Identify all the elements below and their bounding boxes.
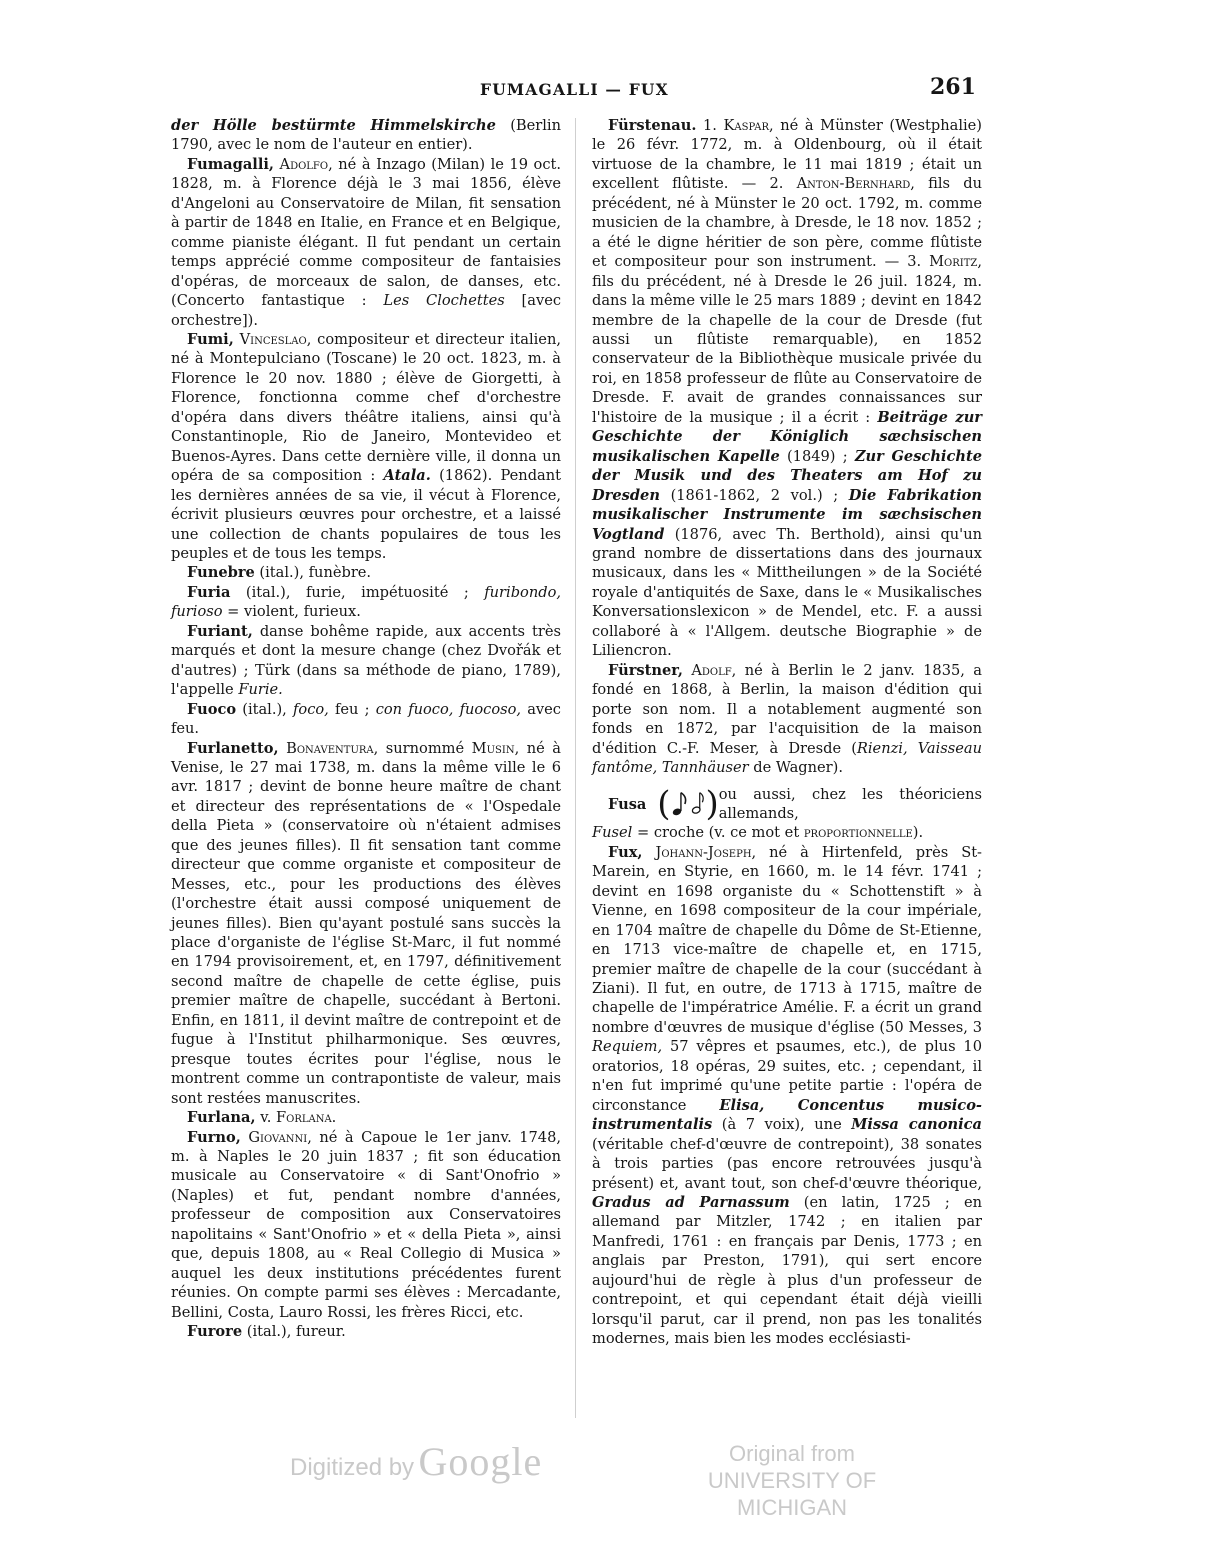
entry-furore: Furore (ital.), fureur. (187, 1323, 346, 1341)
running-title: FUMAGALLI — FUX (480, 80, 669, 99)
entry-furlanetto: Furlanetto, Bonaventura, surnommé Musin, né à Venise, le 27 mai 1738, m. dans la même ville le 6 avr. 1817 ; devint de bonne heure maître de chant et directeur des représentations de « l'Ospedale della Pieta » (conservatoire où n'étaient admises que des jeunes filles). Il fit sensation tant comme directeur que comme organiste et compositeur de Messes, etc., pour les productions des élèves (l'orchestre était aussi composé uniquement de jeunes filles). Bien qu'ayant postulé sans succès la place d'organiste de l'église St-Marc, il fut nommé en 1794 provisoirement, et, en 1797, définitivement second maître de chapelle de cette église, puis premier maître de chapelle, succédant à Bertoni. Enfin, en 1811, il devint maître de contrepoint et de fugue à l'Institut philharmonique. Ses œuvres, presque toutes écrites pour l'église, nous le montrent comme un contrapontiste de valeur, mais sont restées manuscrites. (171, 739, 561, 1107)
right-column (592, 116, 982, 1349)
entry-fusa-head: Fusa ( ) ou aussi, chez les théoriciens allemands, (608, 784, 982, 825)
close-paren: ) (705, 784, 719, 825)
entry-fumi: Fumi, Vinceslao, compositeur et directeur italien, né à Montepulciano (Toscane) le 20 oct. 1823, m. à Florence le 20 nov. 1880 ; élève de Giorgetti, à Florence, fonctionna comme chef d'orchestre d'opéra dans divers théâtre italiens, ainsi qu'à Constantinople, Rio de Janeiro, Montevideo et Buenos-Ayres. Dans cette dernière ville, il donna un opéra de sa composition : Atala. (1862). Pendant les dernières années de sa vie, il vécut à Florence, écrivit plusieurs œuvres pour orchestre, et a laissé une collection de chants populaires de tous les peuples et de tous les temps. (171, 330, 561, 562)
open-paren: ( (646, 784, 671, 825)
entry-fux: Fux, Johann-Joseph, né à Hirtenfeld, près St-Marein, en Styrie, en 1660, m. le 14 févr. 1741 ; devint en 1698 organiste du « Schottenstift » à Vienne, en 1698 compositeur de la cour impériale, en 1704 maître de chapelle du Dôme de St-Etienne, en 1713 vice-maître de chapelle et, en 1715, premier maître de chapelle de la cour (succédant à Ziani). Il fut, en outre, de 1713 à 1715, maître de chapelle de l'impératrice Amélie. F. a écrit un grand nombre d'œuvres de musique d'église (50 Messes, 3 Requiem, 57 vêpres et psaumes, etc.), de plus 10 oratorios, 18 opéras, 29 suites, etc. ; cependant, il n'en fut imprimé qu'une petite partie : l'opéra de circonstance Elisa, Concentus musico-instrumentalis (à 7 voix), une Missa canonica (véritable chef-d'œuvre de contrepoint), 38 sonates à trois parties (pas encore retrouvées jusqu'à présent) et, avant tout, son chef-d'œuvre théorique, Gradus ad Parnassum (en latin, 1725 ; en allemand par Mitzler, 1742 ; en italien par Manfredi, 1761 : en français par Denis, 1773 ; en anglais par Preston, 1791), qui sert encore aujourd'hui de règle à plus d'un professeur de contrepoint, et qui cependant était déjà vieilli lorsqu'il parut, car il prend, non pas les tonalités modernes, mais bien les modes ecclésiasti- (592, 843, 982, 1348)
eighth-note-icon (670, 787, 705, 821)
entry-fuoco: Fuoco (ital.), foco, feu ; con fuoco, fuocoso, avec feu. (171, 700, 561, 738)
original-source-watermark: Original from UNIVERSITY OF MICHIGAN (707, 1441, 877, 1520)
left-column (171, 116, 561, 1342)
entry-furstner: Fürstner, Adolf, né à Berlin le 2 janv. 1835, a fondé en 1868, à Berlin, la maison d'édition qui porte son nom. Il a notablement augmenté son fonds en 1872, par l'acquisition de la maison d'édition C.-F. Meser, à Dresde (Rienzi, Vaisseau fantôme, Tannhäuser de Wagner). (592, 661, 982, 776)
page-number: 261 (930, 74, 976, 100)
column-divider (575, 118, 576, 1418)
entry-furia: Furia (ital.), furie, impétuosité ; furibondo, furioso = violent, furieux. (171, 583, 561, 621)
entry-fumagalli: Fumagalli, Adolfo, né à Inzago (Milan) le 19 oct. 1828, m. à Florence déjà le 3 mai 1856, élève d'Angeloni au Conservatoire de Milan, fit sensation à partir de 1848 en Italie, en France et en Belgique, comme pianiste élégant. Il fut pendant un certain temps apprécié comme compositeur de fantaisies d'opéras, de morceaux de salon, de danses, etc. (Concerto fantastique : Les Clochettes [avec orchestre]). (171, 155, 562, 329)
entry-fusa: Fusel = croche (v. ce mot et proportionnelle). (592, 824, 924, 842)
entry-funebre: Funebre (ital.), funèbre. (187, 564, 372, 582)
running-header (0, 76, 1207, 106)
entry-continuation: der Hölle bestürmte Himmelskirche (Berlin 1790, avec le nom de l'auteur en entier). (171, 117, 561, 154)
entry-furlana: Furlana, v. Forlana. (187, 1109, 337, 1127)
entry-furiant: Furiant, danse bohême rapide, aux accents très marqués et dont la mesure change (chez Dvořák et d'autres) ; Türk (dans sa méthode de piano, 1789), l'appelle Furie. (171, 622, 561, 699)
entry-furno: Furno, Giovanni, né à Capoue le 1er janv. 1748, m. à Naples le 20 juin 1837 ; fit son éducation musicale au Conservatoire « di Sant'Onofrio » (Naples) et fut, pendant nombre d'années, professeur de composition aux Conservatoires napolitains « Sant'Onofrio » et « della Pieta », ainsi que, depuis 1808, au « Real Collegio di Musica » auquel les deux institutions précédentes furent réunies. On compte parmi ses élèves : Mercadante, Bellini, Costa, Lauro Rossi, les frères Ricci, etc. (171, 1128, 562, 1321)
digitized-by-google-watermark: Digitized by Google (290, 1439, 543, 1484)
entry-furstenau: Fürstenau. 1. Kaspar, né à Münster (Westphalie) le 26 févr. 1772, m. à Oldenbourg, où il était virtuose de la chambre, le 11 mai 1819 ; était un excellent flûtiste. — 2. Anton-Bernhard, fils du précédent, né à Münster le 20 oct. 1792, m. comme musicien de la chambre, à Dresde, le 18 nov. 1852 ; a été le digne héritier de son père, comme flûtiste et compositeur pour son instrument. — 3. Moritz, fils du précédent, né à Dresde le 26 juil. 1824, m. dans la même ville le 25 mars 1889 ; devint en 1842 membre de la chapelle de la cour de Dresde (fut aussi un flûtiste remarquable), en 1852 conservateur de la Bibliothèque musicale privée du roi, en 1858 professeur de flûte au Conservatoire de Dresde. F. avait de grandes connaissances sur l'histoire de la musique ; il a écrit : Beiträge zur Geschichte der Königlich sæchsischen musikalischen Kapelle (1849) ; Zur Geschichte der Musik und des Theaters am Hof zu Dresden (1861-1862, 2 vol.) ; Die Fabrikation musikalischer Instrumente im sæchsischen Vogtland (1876, avec Th. Berthold), ainsi qu'un grand nombre de dissertations dans des journaux musicaux, dans les « Mittheilungen » de la Société royale d'antiquités de Saxe, dans le « Musikalisches Konversationslexicon » de Mendel, etc. F. a aussi collaboré à « l'Allgem. deutsche Biographie » de Liliencron. (592, 117, 983, 660)
